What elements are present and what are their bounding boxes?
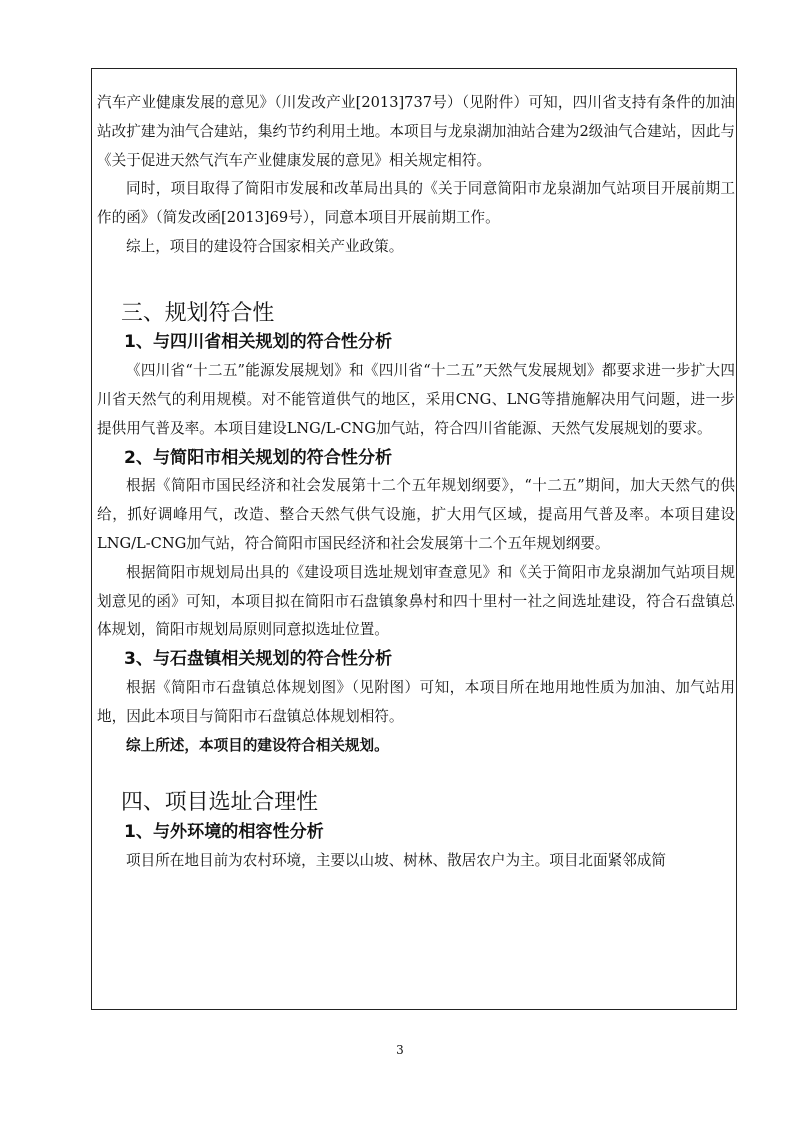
paragraph-sichuan-plan: 《四川省“十二五”能源发展规划》和《四川省“十二五”天然气发展规划》都要求进一步扩大四川省天然气的利用规模。对不能管道供气的地区，采用CNG、LNG等措施解决用气问题，进一步提供用气普及率。本项目建设LNG/L-CNG加气站，符合四川省能源、天然气发展规划的要求。 (97, 362, 735, 437)
paragraph-industry-policy-summary: 综上，项目的建设符合国家相关产业政策。 (126, 237, 404, 255)
blank-line (97, 760, 735, 789)
section-3-3-heading: 3、与石盘镇相关规划的符合性分析 (124, 649, 393, 670)
paragraph-surrounding-environment: 项目所在地目前为农村环境，主要以山坡、树林、散居农户为主。项目北面紧邻成简 (126, 851, 666, 869)
paragraph-policy-opinion: 汽车产业健康发展的意见》（川发改产业[2013]737号）（见附件）可知，四川省支持有条件的加油站改扩建为油气合建站，集约节约利用土地。本项目与龙泉湖加油站合建为2级油气合建站，因此与《关于促进天然气汽车产业健康发展的意见》相关规定相符。 (97, 94, 735, 169)
section-3-2-heading: 2、与简阳市相关规划的符合性分析 (124, 447, 393, 468)
paragraph-planning-summary: 综上所述，本项目的建设符合相关规划。 (126, 736, 389, 754)
section-4-1-heading: 1、与外环境的相容性分析 (124, 821, 324, 842)
page-number: 3 (396, 1043, 404, 1057)
paragraph-jianyang-five-year-plan: 根据《简阳市国民经济和社会发展第十二个五年规划纲要》，“十二五”期间，加大天然气的供给，抓好调峰用气，改造、整合天然气供气设施，扩大用气区域，提高用气普及率。本项目建设LNG/L-CNG加气站，符合简阳市国民经济和社会发展第十二个五年规划纲要。 (97, 477, 735, 552)
paragraph-preliminary-approval: 同时，项目取得了简阳市发展和改革局出具的《关于同意简阳市龙泉湖加气站项目开展前期工作的函》（简发改函[2013]69号），同意本项目开展前期工作。 (97, 180, 735, 227)
document-body (97, 89, 735, 876)
blank-line (97, 262, 735, 291)
section-3-1-heading: 1、与四川省相关规划的符合性分析 (124, 332, 393, 353)
section-3-heading: 三、规划符合性 (121, 300, 275, 326)
section-4-heading: 四、项目选址合理性 (121, 790, 319, 816)
paragraph-jianyang-site-opinion: 根据简阳市规划局出具的《建设项目选址规划审查意见》和《关于简阳市龙泉湖加气站项目规划意见的函》可知，本项目拟在简阳市石盘镇象鼻村和四十里村一社之间选址建设，符合石盘镇总体规划，简阳市规划局原则同意拟选址位置。 (97, 563, 735, 639)
paragraph-shipan-plan: 根据《简阳市石盘镇总体规划图》（见附图）可知，本项目所在地用地性质为加油、加气站用地，因此本项目与简阳市石盘镇总体规划相符。 (97, 678, 735, 725)
